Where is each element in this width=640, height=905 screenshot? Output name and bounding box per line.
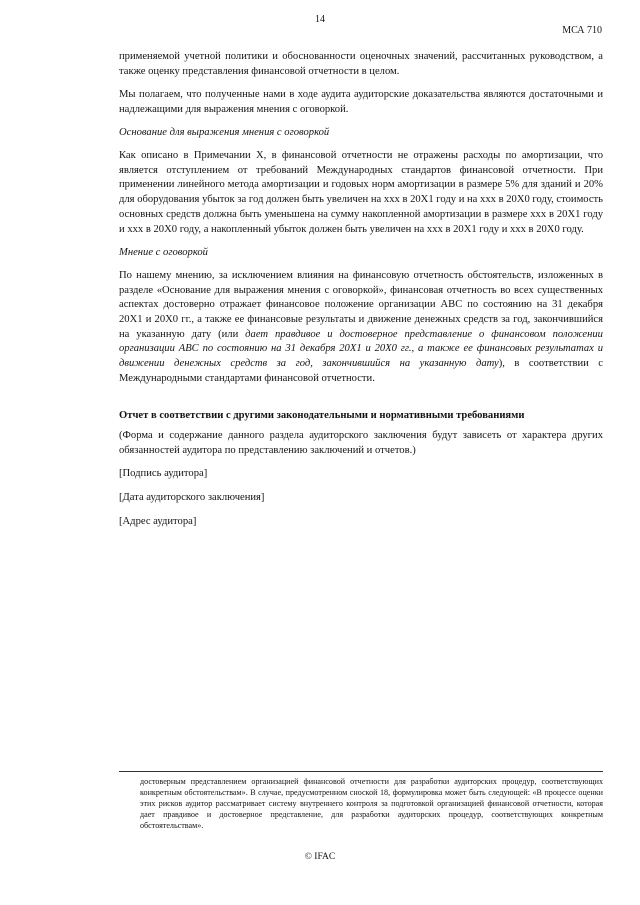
- document-code: МСА 710: [562, 25, 602, 36]
- main-content: [119, 50, 603, 538]
- copyright-footer: © IFAC: [304, 852, 336, 862]
- auditor-signature-placeholder: [Подпись аудитора]: [119, 468, 208, 480]
- paragraph-basis-for-qualified-opinion: Как описано в Примечании X, в финансовой отчетности не отражены расходы по амортизации, что является отступлением от требований Международных стандартов финансовой отчетности. При применении линейного метода амортизации и годовых норм амортизации в размере 5% для зданий и 20% для оборудования убыток за год должен быть увеличен на xxx в 20X1 году и на xxx в 20X0 году, стоимость основных средств должна быть уменьшена на сумму накопленной амортизации в размере xxx в 20X1 году и xxx в 20X0 году, а накопленный убыток должен быть увеличен на xxx в 20X1 году и xxx в 20X0 году.: [119, 150, 603, 235]
- paragraph-other-requirements-note: (Форма и содержание данного раздела аудиторского заключения будут зависеть от характера других обязанностей аудитора по представлению заключений и отчетов.): [119, 430, 603, 456]
- opinion-text-part-1: По нашему мнению, за исключением влияния на финансовую отчетность обстоятельств, изложенных в разделе «Основание для выражения мнения с оговоркой», финансовая отчетность во всех существенных аспектах достоверно отражает финансовое положение организации ABC по состоянию на 31 декабря 20X1 и 20X0 гг., а также ее финансовые результаты и движение денежных средств за год, закончившийся на указанную дату (или: [119, 269, 603, 340]
- page-number: 14: [315, 14, 325, 25]
- heading-basis-for-qualified-opinion: Основание для выражения мнения с оговоркой: [119, 126, 330, 138]
- footnote-text: достоверным представлением организацией финансовой отчетности для разработки аудиторских процедур, соответствующих конкретным обстоятельствам». В случае, предусмотренном сноской 18, формулировка может быть следующей: «В процессе оценки этих рисков аудитор рассматривает систему внутреннего контроля за подготовкой организацией финансовой отчетности, которая дает правдивое и достоверное представление, для разработки аудиторских процедур, соответствующих конкретным обстоятельствам».: [140, 777, 603, 830]
- opinion-text-italic-alternative: дает правдивое и достоверное представление о финансовом положении организации ABC по состоянию на 31 декабря 20X1 и 20X0 гг., а также ее финансовых результатах и движении денежных средств за год, закончившийся на указанную дату: [119, 328, 603, 370]
- paragraph-accounting-policy: применяемой учетной политики и обоснованности оценочных значений, рассчитанных руководством, а также оценку представления финансовой отчетности в целом.: [119, 51, 603, 77]
- heading-qualified-opinion: Мнение с оговоркой: [119, 246, 208, 258]
- footnote-section: [119, 771, 603, 831]
- auditor-address-placeholder: [Адрес аудитора]: [119, 515, 197, 527]
- heading-other-legal-requirements: Отчет в соответствии с другими законодательными и нормативными требованиями: [119, 409, 525, 421]
- paragraph-qualified-opinion: [119, 269, 603, 387]
- footnote-separator: [119, 771, 603, 772]
- report-date-placeholder: [Дата аудиторского заключения]: [119, 491, 265, 503]
- paragraph-evidence-sufficiency: Мы полагаем, что полученные нами в ходе аудита аудиторские доказательства являются достаточными и надлежащими для выражения мнения с оговоркой.: [119, 88, 603, 115]
- opinion-text-part-2: ), в соответствии с Международными стандартами финансовой отчетности.: [119, 358, 603, 384]
